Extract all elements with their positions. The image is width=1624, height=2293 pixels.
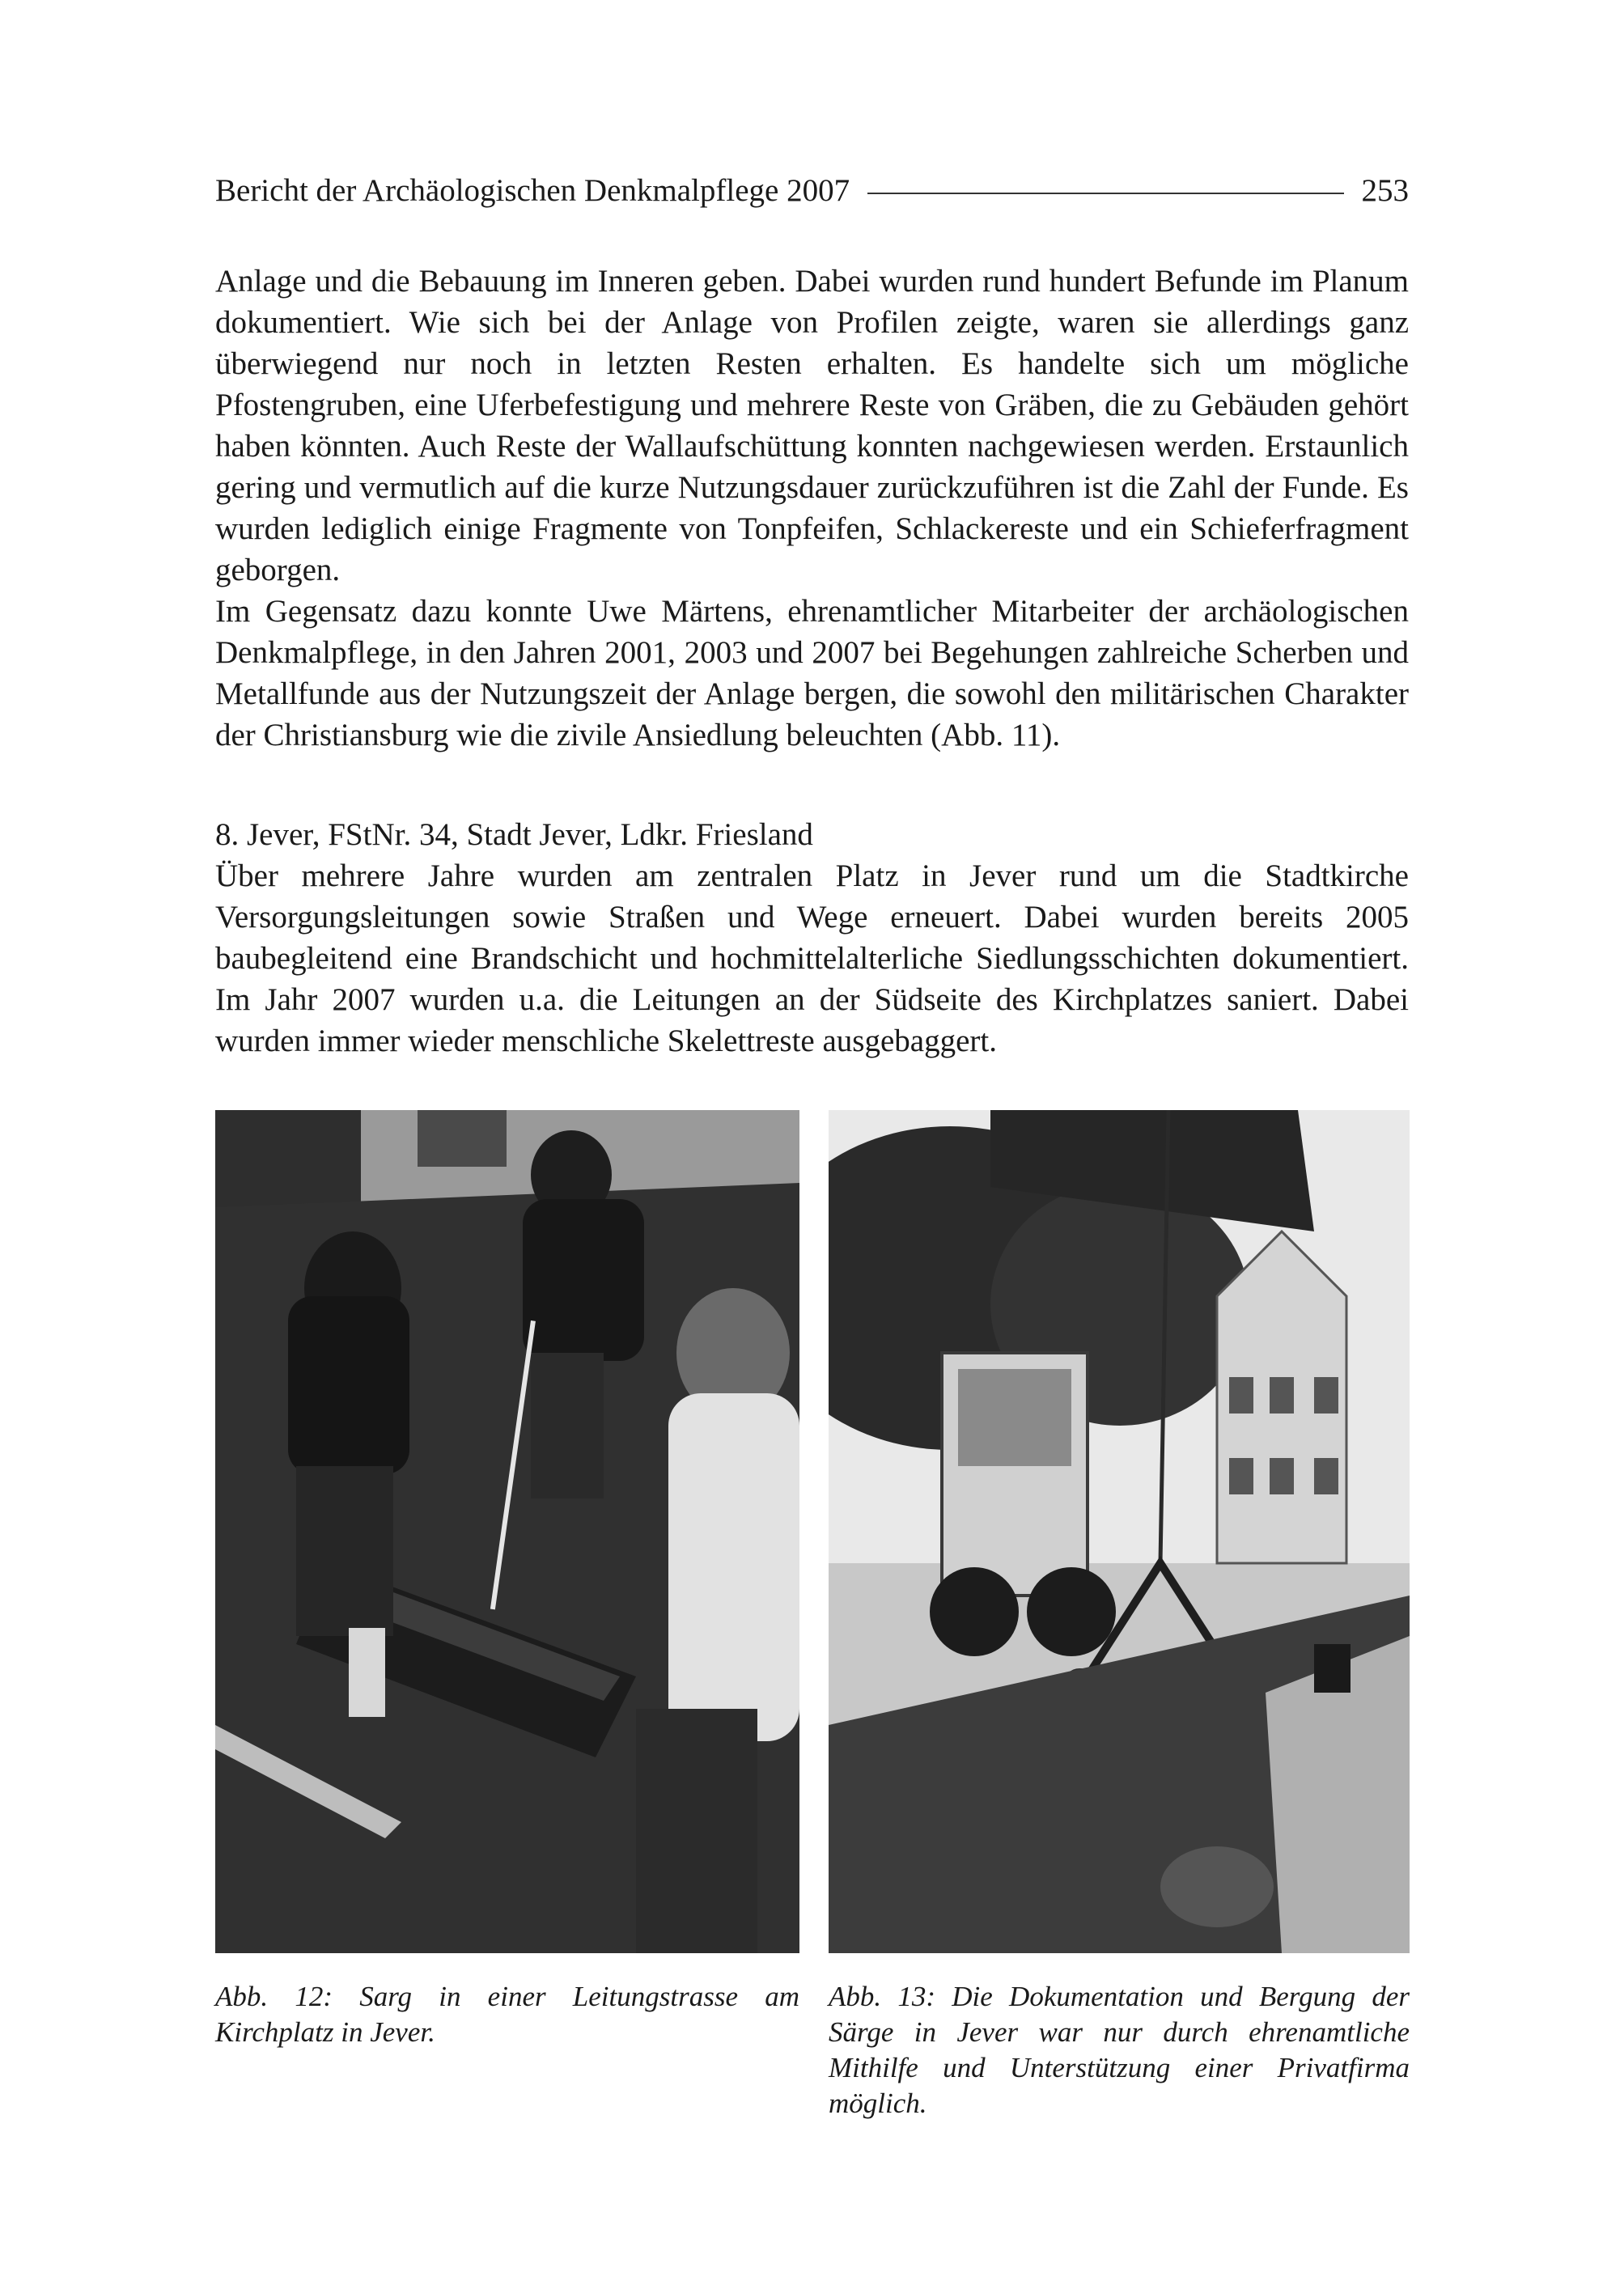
caption-fig13: Abb. 13: Die Dokumentation und Bergung der Särge in Jever war nur durch ehrenamtliche Mithilfe und Unterstützung einer Privatfirma möglich.	[829, 1981, 1410, 2119]
paragraph-befunde: Anlage und die Bebauung im Inneren geben. Dabei wurden rund hundert Befunde im Planum dokumentiert. Wie sich bei der Anlage von Profilen zeigte, waren sie allerdings ganz überwiegend nur noch in letzten Resten erhalten. Es handelte sich um mögliche Pfostengruben, eine Uferbefestigung und mehrere Reste von Gräben, die zu Gebäuden gehört haben könnten. Auch Reste der Wallaufschüttung konnten nachgewiesen werden. Erstaunlich gering und vermutlich auf die kurze Nutzungsdauer zurückzuführen ist die Zahl der Funde. Es wurden lediglich einige Fragmente von Tonpfeifen, Schlackereste und ein Schieferfragment geborgen.	[215, 264, 1409, 587]
paragraph-maertens: Im Gegensatz dazu konnte Uwe Märtens, ehrenamtlicher Mitarbeiter der archäologischen Denkmalpflege, in den Jahren 2001, 2003 und 2007 bei Begehungen zahlreiche Scherben und Metallfunde aus der Nutzungszeit der Anlage bergen, die sowohl den militärischen Charakter der Christiansburg wie die zivile Ansiedlung beleuchten (Abb. 11).	[215, 594, 1409, 752]
header-rule	[867, 193, 1343, 194]
photo-coffin-trench	[215, 1110, 799, 1953]
photo-coffin-recovery-image	[829, 1110, 1410, 1953]
section-heading: 8. Jever, FStNr. 34, Stadt Jever, Ldkr. Friesland	[215, 817, 813, 852]
page-number: 253	[1361, 172, 1409, 208]
caption-fig12: Abb. 12: Sarg in einer Leitungstrasse am Kirchplatz in Jever.	[215, 1981, 799, 2048]
paragraph-jever: Über mehrere Jahre wurden am zentralen Platz in Jever rund um die Stadtkirche Versorgungsleitungen sowie Straßen und Wege erneuert. Dabei wurden bereits 2005 baubegleitend eine Brandschicht und hochmittelalterliche Siedlungsschichten dokumentiert. Im Jahr 2007 wurden u.a. die Leitungen an der Südseite des Kirchplatzes saniert. Dabei wurden immer wieder menschliche Skelettreste ausgebaggert.	[215, 858, 1409, 1058]
running-title: Bericht der Archäologischen Denkmalpflege 2007	[215, 172, 850, 208]
photo-coffin-trench-image	[215, 1110, 799, 1953]
photo-coffin-recovery	[829, 1110, 1410, 1953]
body-text-top	[215, 261, 1409, 756]
running-header	[215, 170, 1409, 210]
